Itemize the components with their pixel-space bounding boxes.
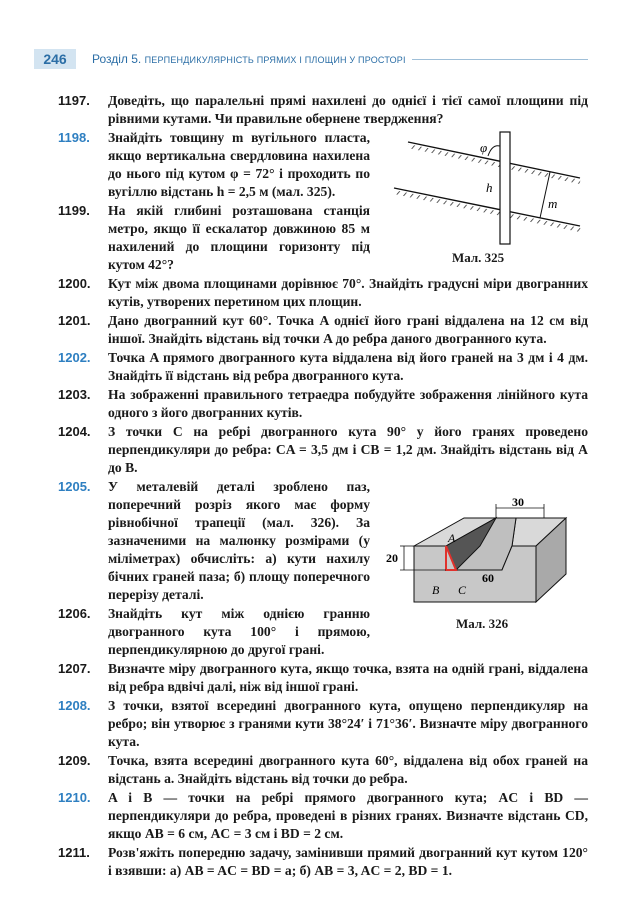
problem-number: 1198. xyxy=(58,130,90,145)
dim-60-label: 60 xyxy=(482,571,494,585)
page-number: 246 xyxy=(34,49,76,69)
problem-1207 xyxy=(58,660,588,696)
header-rule xyxy=(412,59,588,60)
problem-number: 1201. xyxy=(58,313,91,328)
problem-text: Кут між двома площинами дорівнює 70°. Знайдіть градусні міри двогранних кутів, утворених перетином цих площин. xyxy=(108,276,588,309)
figure-326-caption: Мал. 326 xyxy=(456,616,509,631)
problem-number: 1207. xyxy=(58,661,91,676)
page-header xyxy=(0,46,638,72)
thickness-line xyxy=(540,172,550,218)
problem-1210 xyxy=(58,789,588,843)
problem-1208 xyxy=(58,697,588,751)
problem-text: Точка, взята всередині двогранного кута 60°, віддалена від обох граней на відстань a. Знайдіть відстань від точки до ребра. xyxy=(108,753,588,786)
problem-1201 xyxy=(58,312,588,348)
phi-label: φ xyxy=(480,140,488,155)
point-c-label: C xyxy=(458,583,467,597)
problem-text: На якій глибині розташована станція метро, якщо її ескалатор довжиною 85 м нахилений до площини горизонту під кутом 42°? xyxy=(108,203,370,272)
problem-text: Точка A прямого двогранного кута віддалена від його граней на 3 дм і 4 дм. Знайдіть її відстань від ребра двогранного кута. xyxy=(108,350,588,383)
problem-number: 1197. xyxy=(58,93,90,108)
m-label: m xyxy=(548,196,558,211)
seam-upper-line xyxy=(408,142,580,178)
problem-1209 xyxy=(58,752,588,788)
h-label: h xyxy=(486,180,493,195)
problem-number: 1199. xyxy=(58,203,90,218)
problem-number: 1204. xyxy=(58,424,91,439)
problem-text: З точки, взятої всередині двогранного кута, опущено перпендикуляр на ребро; він утворює з гранями кути 38°24′ і 71°36′. Визначте міру двогранного кута. xyxy=(108,698,588,749)
section-title: ПЕРПЕНДИКУЛЯРНІСТЬ ПРЯМИХ І ПЛОЩИН У ПРОСТОРІ xyxy=(144,55,406,65)
problem-text: Розв'яжіть попередню задачу, замінивши прямий двогранний кут кутом 120° і взявши: а) AB = AC = BD = a; б) AB = 3, AC = 2, BD = 1. xyxy=(108,845,588,878)
borehole xyxy=(500,132,510,244)
figure-325-caption: Мал. 325 xyxy=(452,250,505,265)
problem-text: З точки C на ребрі двогранного кута 90° у його гранях проведено перпендикуляри до ребра: CA = 3,5 дм і CB = 1,2 дм. Знайдіть відстань від A до B. xyxy=(108,424,588,475)
problem-text: Знайдіть товщину m вугільного пласта, якщо вертикальна свердловина нахилена до нього під кутом φ = 72° і проходить по вугіллю відстань h = 2,5 м (мал. 325). xyxy=(108,130,370,199)
problem-text: A і B — точки на ребрі прямого двогранного кута; AC і BD — перпендикуляри до ребра, проведені в різних гранях. Визначте відстань CD, якщо AB = 6 см, AC = 3 см і BD = 2 см. xyxy=(108,790,588,841)
problem-number: 1208. xyxy=(58,698,91,713)
figure-326 xyxy=(384,498,594,638)
figure-325 xyxy=(380,130,590,270)
problem-1197 xyxy=(58,92,588,128)
point-a-label: A xyxy=(448,531,456,545)
dim-30-label: 30 xyxy=(512,498,524,509)
problem-1200 xyxy=(58,275,588,311)
problem-number: 1209. xyxy=(58,753,91,768)
section-label: Розділ 5. xyxy=(92,52,142,66)
angle-arc xyxy=(488,146,500,156)
problem-1202 xyxy=(58,349,588,385)
problem-number: 1200. xyxy=(58,276,91,291)
problem-text: Доведіть, що паралельні прямі нахилені до однієї і тієї самої площини під рівними кутами. Чи правильне обернене твердження? xyxy=(108,93,588,126)
problem-number: 1211. xyxy=(58,845,90,860)
problem-text: Дано двогранний кут 60°. Точка A однієї його грані віддалена на 12 см від іншої. Знайдіть відстань від точки A до ребра даного двогранного кута. xyxy=(108,313,588,346)
problem-text: Знайдіть кут між однією гранню двогранного кута 100° і прямою, перпендикулярною до другої грані. xyxy=(108,606,370,657)
problem-number: 1203. xyxy=(58,387,91,402)
problem-text: Визначте міру двогранного кута, якщо точка, взята на одній грані, віддалена від ребра вдвічі далі, ніж від іншої грані. xyxy=(108,661,588,694)
metal-part-diagram xyxy=(384,498,594,616)
problem-1211 xyxy=(58,844,588,880)
problem-text: У металевій деталі зроблено паз, поперечний розріз якого має форму рівнобічної трапеції (мал. 326). За зазначеними на малюнку розмірами (у міліметрах) обчисліть: а) кути нахилу бічних граней паза; б) площу поперечного перерізу деталі. xyxy=(108,479,370,602)
problem-number: 1205. xyxy=(58,479,91,494)
problem-number: 1210. xyxy=(58,790,91,805)
dim-20-label: 20 xyxy=(386,551,398,565)
problem-number: 1202. xyxy=(58,350,91,365)
problem-1203 xyxy=(58,386,588,422)
problem-number: 1206. xyxy=(58,606,91,621)
coal-seam-diagram xyxy=(380,130,590,250)
problem-1204 xyxy=(58,423,588,477)
point-b-label: B xyxy=(432,583,440,597)
section-heading xyxy=(92,51,406,68)
problem-text: На зображенні правильного тетраедра побудуйте зображення лінійного кута одного з його двогранних кутів. xyxy=(108,387,588,420)
